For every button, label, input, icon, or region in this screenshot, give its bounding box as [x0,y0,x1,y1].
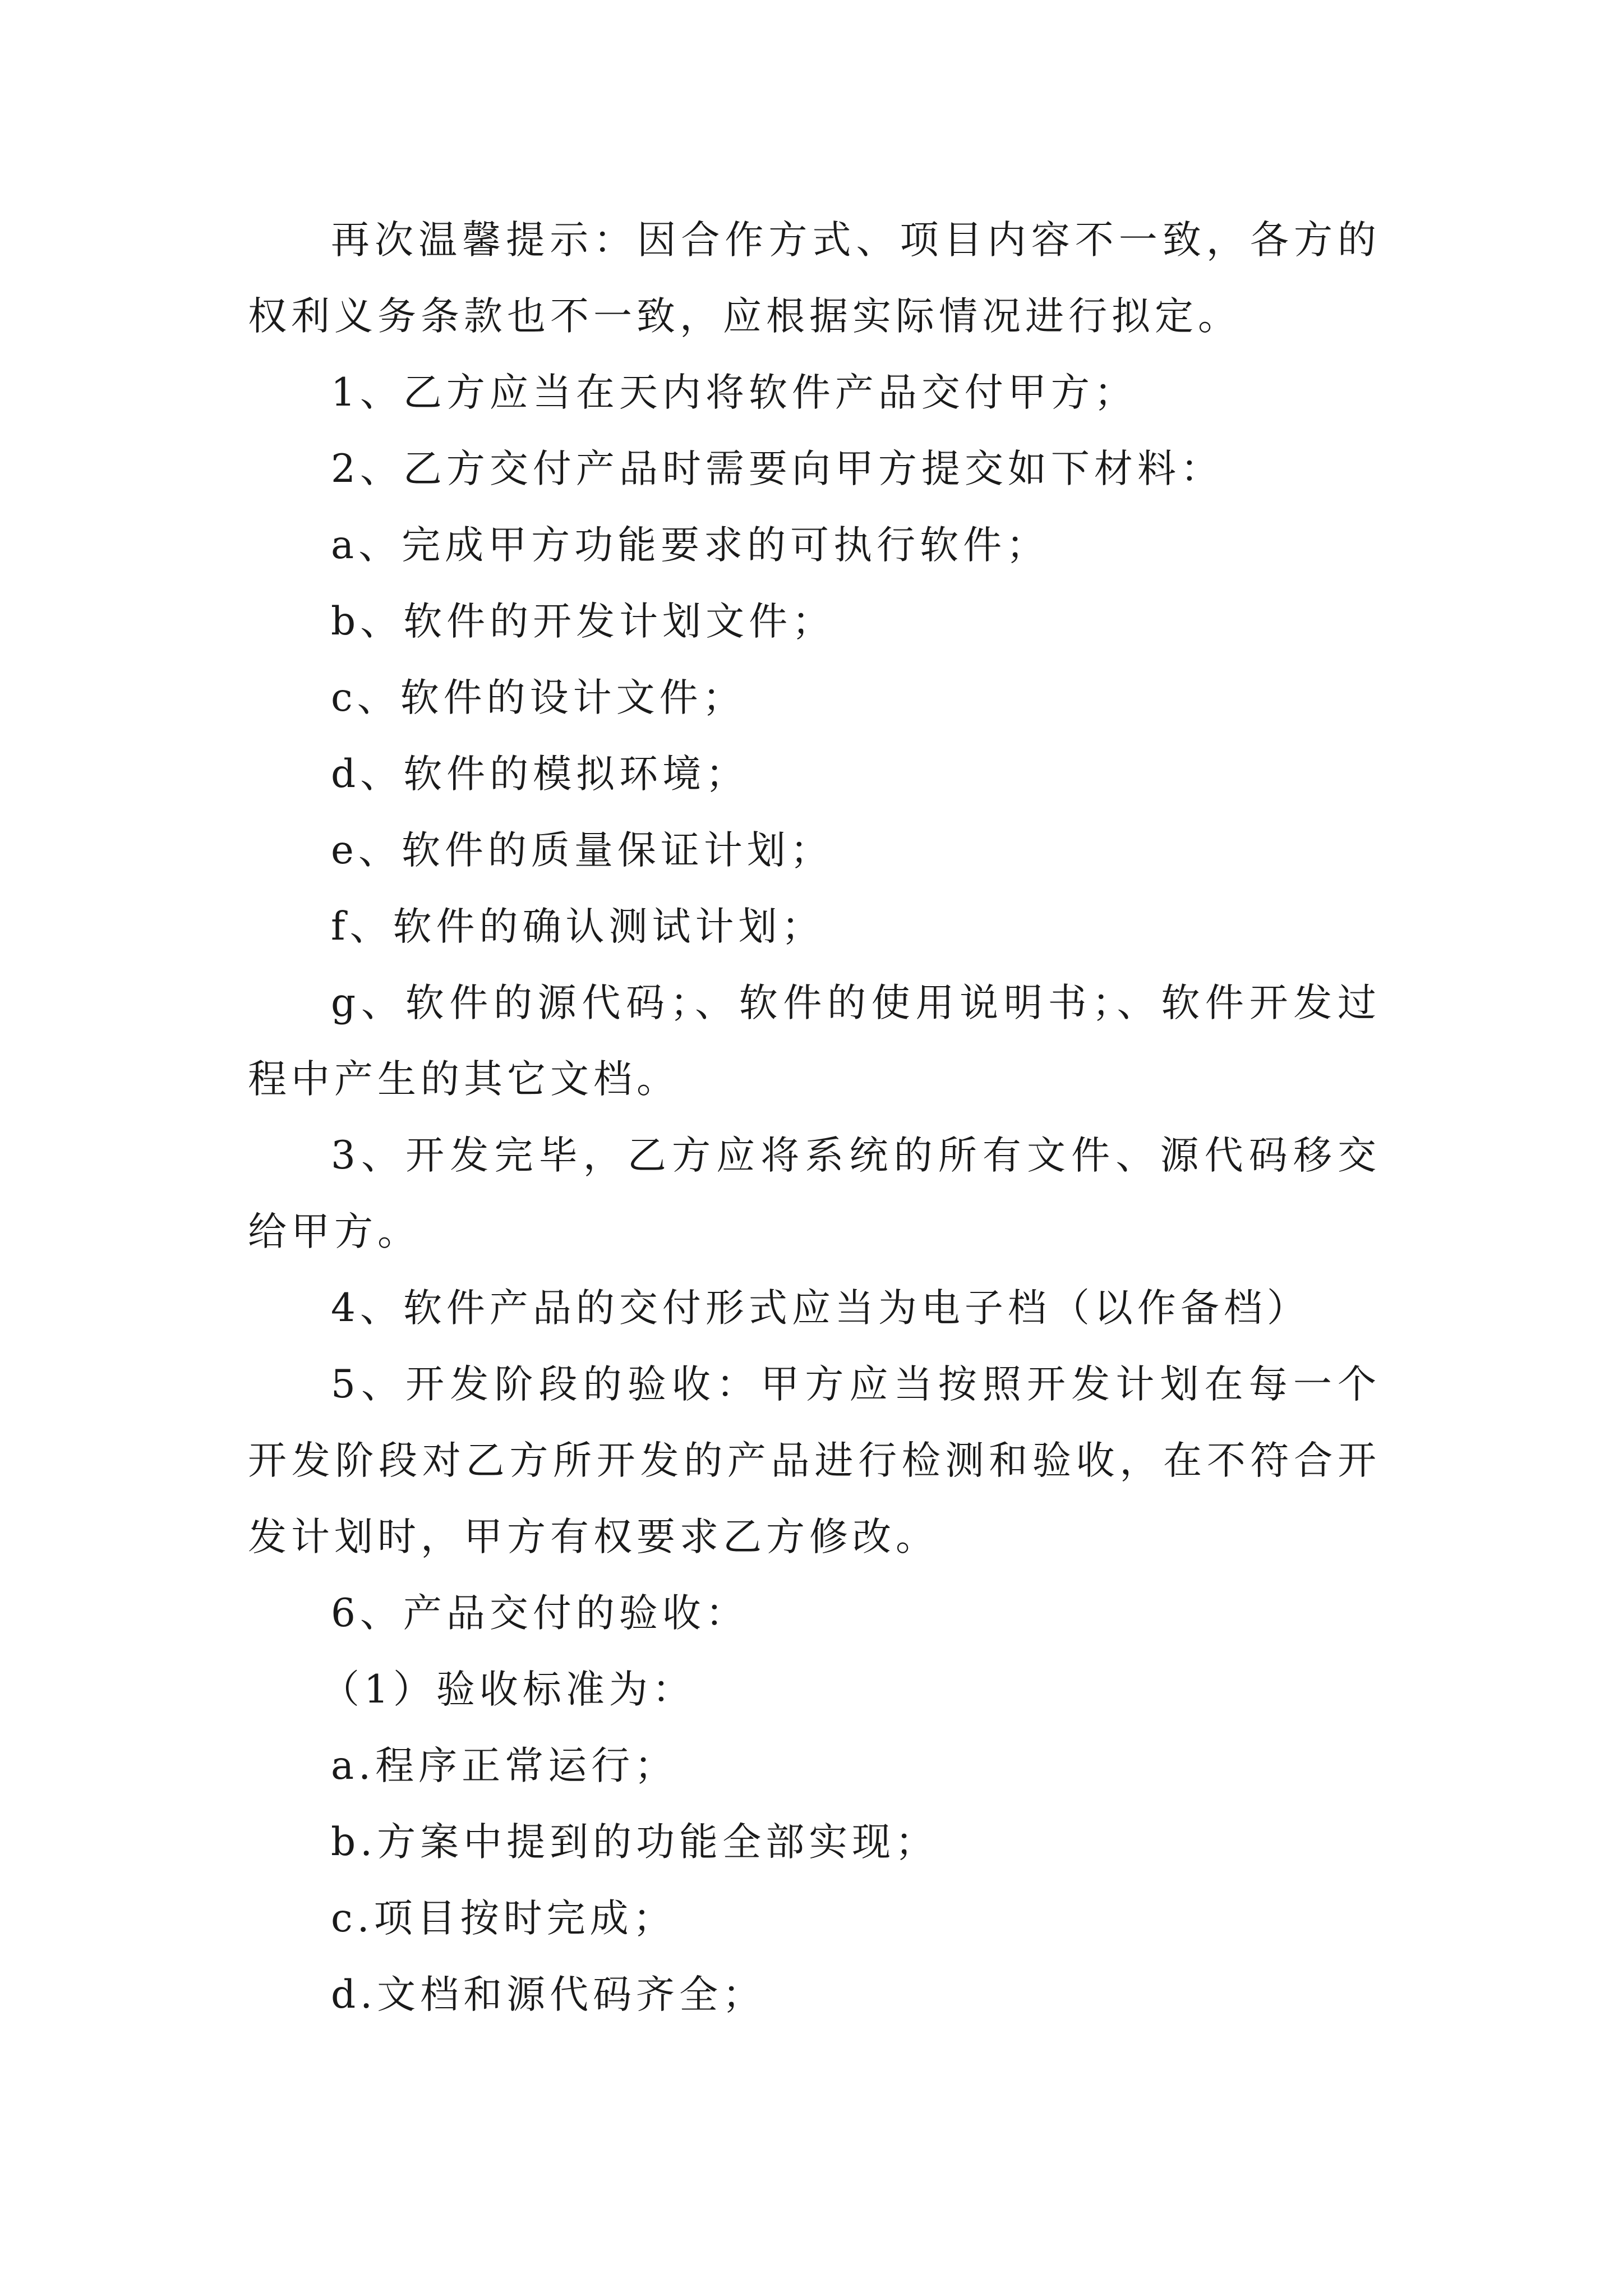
clause-3: 3、开发完毕，乙方应将系统的所有文件、源代码移交给甲方。 [248,1133,1381,1254]
clause-2-item-b: b、软件的开发计划文件； [331,599,836,644]
clause-2-item-d: d、软件的模拟环境； [331,752,749,797]
clause-2: 2、乙方交付产品时需要向甲方提交如下材料： [331,447,1224,491]
criteria-item-c: c.项目按时完成； [331,1896,676,1941]
criteria-item-a: a.程序正常运行； [331,1743,678,1788]
clause-2-item-g: g、软件的源代码；、软件的使用说明书；、软件开发过程中产生的其它文档。 [248,981,1381,1102]
reminder-paragraph: 再次温馨提示：因合作方式、项目内容不一致，各方的权利义务条款也不一致，应根据实际情况进行拟定。 [248,218,1381,339]
criteria-item-d: d.文档和源代码齐全； [331,1972,766,2017]
clause-6-subheading-1: （1）验收标准为： [321,1667,695,1712]
clause-2-item-c: c、软件的设计文件； [331,675,746,720]
document-body [248,202,1381,2033]
criteria-item-b: b.方案中提到的功能全部实现； [331,1820,939,1865]
clause-2-item-a: a、完成甲方功能要求的可执行软件； [331,523,1050,568]
clause-2-item-f: f、软件的确认测试计划； [331,904,825,949]
clause-6: 6、产品交付的验收： [331,1591,749,1636]
clause-5: 5、开发阶段的验收：甲方应当按照开发计划在每一个开发阶段对乙方所开发的产品进行检测和验收，在不符合开发计划时，甲方有权要求乙方修改。 [248,1362,1381,1559]
clause-1: 1、乙方应当在天内将软件产品交付甲方； [331,370,1137,415]
clause-2-item-e: e、软件的质量保证计划； [331,828,833,873]
clause-4: 4、软件产品的交付形式应当为电子档（以作备档） [331,1286,1310,1331]
